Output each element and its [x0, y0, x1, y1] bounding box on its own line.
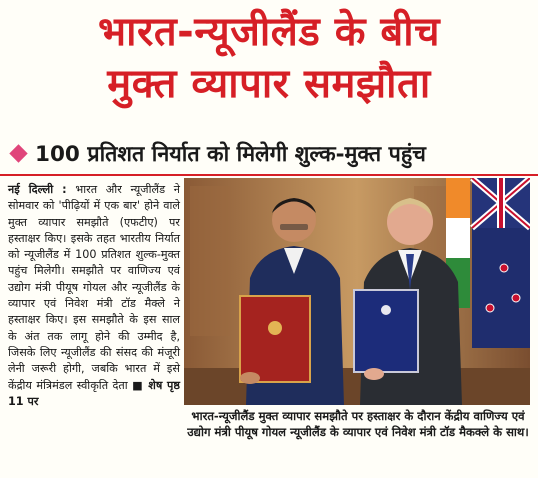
continued-note: ■ शेष पृष्ठ 11 पर [8, 378, 180, 408]
headline-line-2: मुक्त व्यापार समझौता [107, 61, 431, 107]
dateline: नई दिल्ली : [8, 183, 67, 196]
diamond-bullet-icon [9, 144, 27, 162]
article-body [8, 182, 180, 410]
subheadline-text: 100 प्रतिशत निर्यात को मिलेगी शुल्क-मुक्त पहुंच [35, 141, 426, 167]
subheadline [6, 134, 536, 172]
photo-caption: भारत-न्यूजीलैंड मुक्त व्यापार समझौते पर हस्ताक्षर के दौरान केंद्रीय वाणिज्य एवं उद्योग मंत्री पीयूष गोयल न्यूजीलैंड के व्यापार एवं निवेश मंत्री टॉड मैकक्ले के साथ। [187, 409, 529, 439]
article-text: भारत और न्यूजीलैंड ने सोमवार को 'पीढ़ियों में एक बार' होने वाले मुक्त व्यापार समझौते (एफटीए) पर हस्ताक्षर किए। इसके तहत भारतीय निर्यात को न्यूजीलैंड में 100 प्रतिशत शुल्क-मुक्त पहुंच मिलेगी। समझौते पर वाणिज्य एवं उद्योग मंत्री पीयूष गोयल और न्यूजीलैंड के व्यापार एवं निवेश मंत्री टॉड मैक्ले ने हस्ताक्षर किए। इस समझौते के इस साल के अंत तक लागू होने की उम्मीद है, जिसके लिए न्यूजीलैंड की संसद की मंजूरी लेनी जरूरी होगी, जबकि भारत में इसे केंद्रीय मंत्रिमंडल स्वीकृति देता [8, 183, 180, 392]
headline [0, 6, 538, 110]
signing-ceremony-photo-icon [184, 178, 530, 405]
headline-line-1: भारत-न्यूजीलैंड के बीच [98, 9, 440, 55]
news-photo [184, 178, 530, 405]
divider [0, 174, 538, 176]
